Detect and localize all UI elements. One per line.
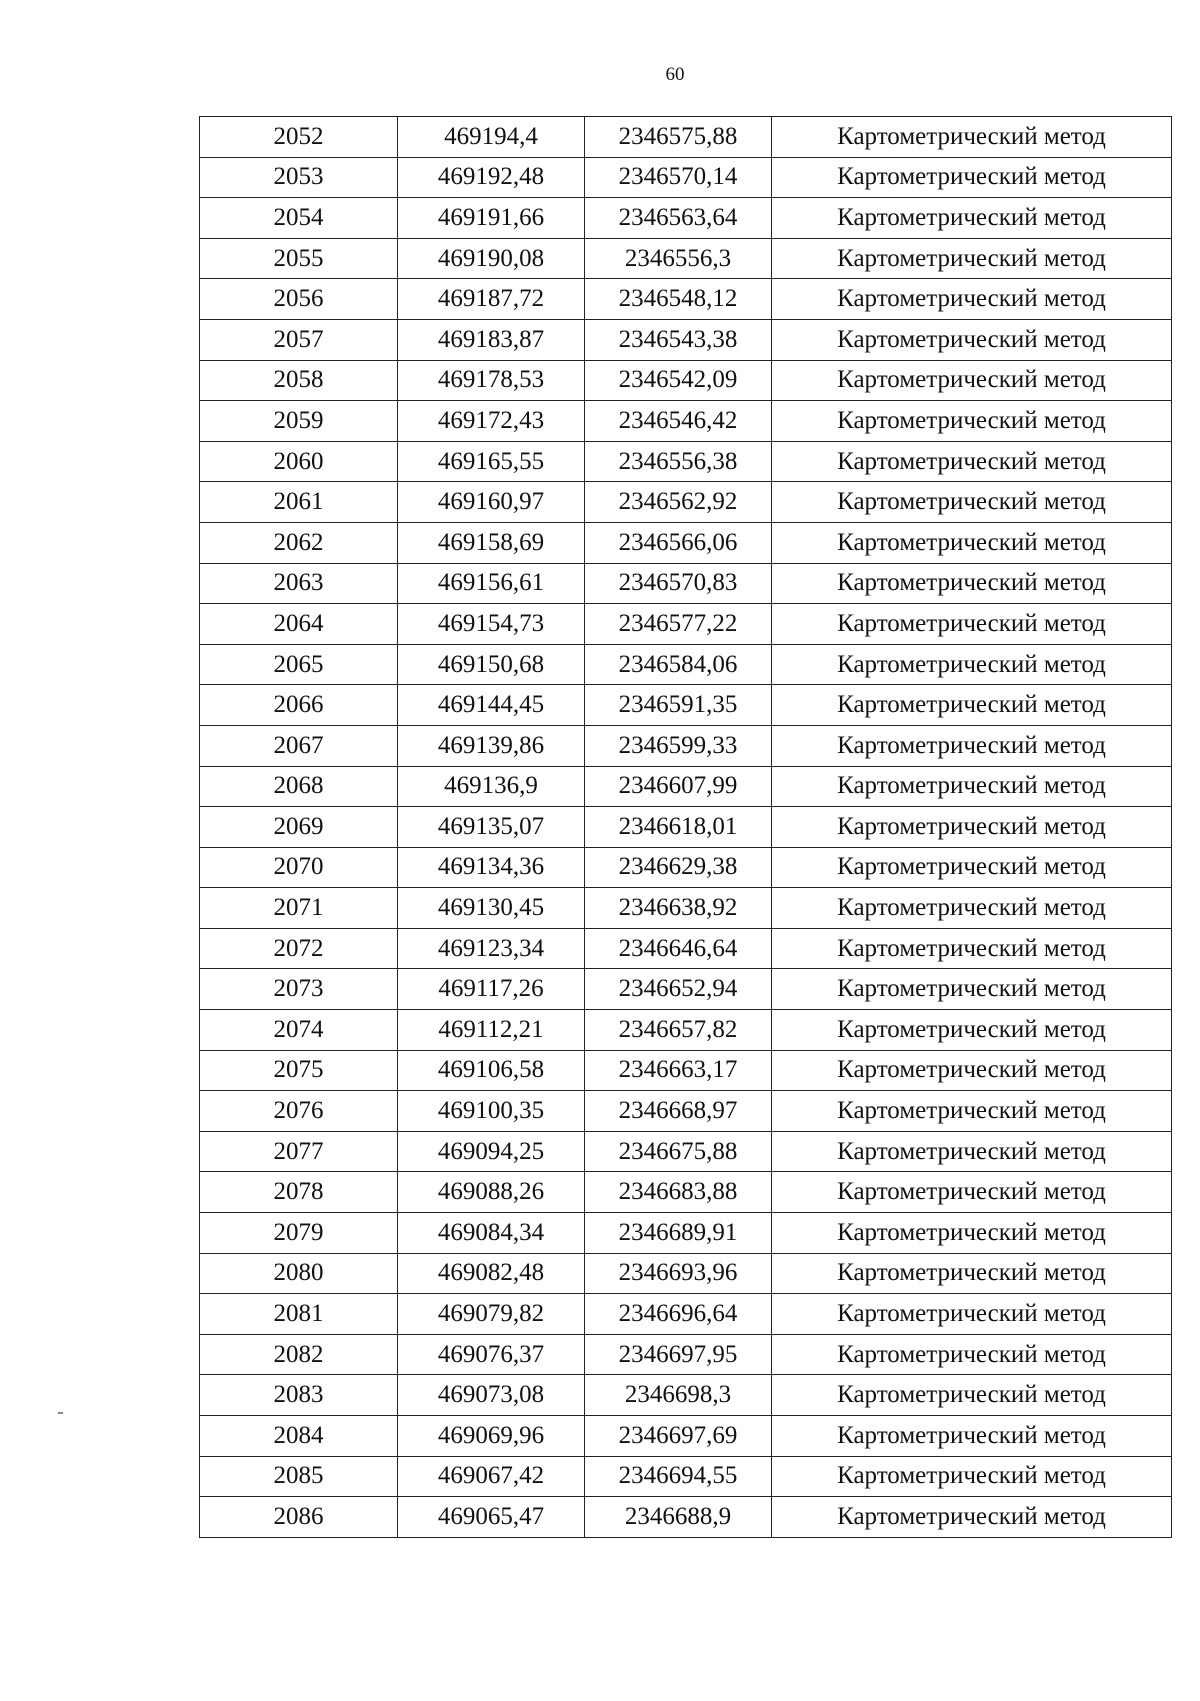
x-coordinate-cell: 469100,35 bbox=[398, 1091, 585, 1132]
method-cell: Картометрический метод bbox=[772, 319, 1172, 360]
table-row bbox=[200, 117, 1172, 158]
method-cell: Картометрический метод bbox=[772, 563, 1172, 604]
point-number-cell: 2075 bbox=[200, 1050, 398, 1091]
table-row bbox=[200, 928, 1172, 969]
point-number-cell: 2069 bbox=[200, 807, 398, 848]
point-number-cell: 2062 bbox=[200, 522, 398, 563]
point-number-cell: 2061 bbox=[200, 482, 398, 523]
y-coordinate-cell: 2346584,06 bbox=[585, 644, 772, 685]
y-coordinate-cell: 2346618,01 bbox=[585, 807, 772, 848]
point-number-cell: 2083 bbox=[200, 1375, 398, 1416]
point-number-cell: 2054 bbox=[200, 198, 398, 239]
method-cell: Картометрический метод bbox=[772, 1010, 1172, 1051]
table-row bbox=[200, 644, 1172, 685]
table-row bbox=[200, 482, 1172, 523]
method-cell: Картометрический метод bbox=[772, 766, 1172, 807]
x-coordinate-cell: 469076,37 bbox=[398, 1334, 585, 1375]
x-coordinate-cell: 469136,9 bbox=[398, 766, 585, 807]
y-coordinate-cell: 2346542,09 bbox=[585, 360, 772, 401]
y-coordinate-cell: 2346562,92 bbox=[585, 482, 772, 523]
method-cell: Картометрический метод bbox=[772, 522, 1172, 563]
method-cell: Картометрический метод bbox=[772, 157, 1172, 198]
y-coordinate-cell: 2346698,3 bbox=[585, 1375, 772, 1416]
x-coordinate-cell: 469154,73 bbox=[398, 604, 585, 645]
method-cell: Картометрический метод bbox=[772, 807, 1172, 848]
x-coordinate-cell: 469088,26 bbox=[398, 1172, 585, 1213]
point-number-cell: 2059 bbox=[200, 401, 398, 442]
x-coordinate-cell: 469165,55 bbox=[398, 441, 585, 482]
x-coordinate-cell: 469079,82 bbox=[398, 1294, 585, 1335]
table-row bbox=[200, 1334, 1172, 1375]
table-row bbox=[200, 969, 1172, 1010]
point-number-cell: 2052 bbox=[200, 117, 398, 158]
y-coordinate-cell: 2346675,88 bbox=[585, 1131, 772, 1172]
method-cell: Картометрический метод bbox=[772, 604, 1172, 645]
table-row bbox=[200, 888, 1172, 929]
method-cell: Картометрический метод bbox=[772, 1294, 1172, 1335]
method-cell: Картометрический метод bbox=[772, 482, 1172, 523]
x-coordinate-cell: 469150,68 bbox=[398, 644, 585, 685]
x-coordinate-cell: 469123,34 bbox=[398, 928, 585, 969]
x-coordinate-cell: 469112,21 bbox=[398, 1010, 585, 1051]
table-row bbox=[200, 1294, 1172, 1335]
table-row bbox=[200, 1010, 1172, 1051]
point-number-cell: 2077 bbox=[200, 1131, 398, 1172]
method-cell: Картометрический метод bbox=[772, 1050, 1172, 1091]
x-coordinate-cell: 469192,48 bbox=[398, 157, 585, 198]
method-cell: Картометрический метод bbox=[772, 644, 1172, 685]
point-number-cell: 2057 bbox=[200, 319, 398, 360]
method-cell: Картометрический метод bbox=[772, 685, 1172, 726]
point-number-cell: 2081 bbox=[200, 1294, 398, 1335]
x-coordinate-cell: 469106,58 bbox=[398, 1050, 585, 1091]
table-row bbox=[200, 401, 1172, 442]
point-number-cell: 2053 bbox=[200, 157, 398, 198]
y-coordinate-cell: 2346657,82 bbox=[585, 1010, 772, 1051]
table-row bbox=[200, 847, 1172, 888]
y-coordinate-cell: 2346591,35 bbox=[585, 685, 772, 726]
y-coordinate-cell: 2346556,38 bbox=[585, 441, 772, 482]
table-row bbox=[200, 441, 1172, 482]
point-number-cell: 2068 bbox=[200, 766, 398, 807]
method-cell: Картометрический метод bbox=[772, 847, 1172, 888]
y-coordinate-cell: 2346696,64 bbox=[585, 1294, 772, 1335]
method-cell: Картометрический метод bbox=[772, 1131, 1172, 1172]
y-coordinate-cell: 2346599,33 bbox=[585, 725, 772, 766]
table-row bbox=[200, 604, 1172, 645]
table-row bbox=[200, 198, 1172, 239]
point-number-cell: 2065 bbox=[200, 644, 398, 685]
table-row bbox=[200, 1253, 1172, 1294]
x-coordinate-cell: 469190,08 bbox=[398, 238, 585, 279]
point-number-cell: 2079 bbox=[200, 1213, 398, 1254]
point-number-cell: 2071 bbox=[200, 888, 398, 929]
y-coordinate-cell: 2346607,99 bbox=[585, 766, 772, 807]
x-coordinate-cell: 469187,72 bbox=[398, 279, 585, 320]
point-number-cell: 2086 bbox=[200, 1497, 398, 1538]
y-coordinate-cell: 2346694,55 bbox=[585, 1456, 772, 1497]
y-coordinate-cell: 2346577,22 bbox=[585, 604, 772, 645]
x-coordinate-cell: 469073,08 bbox=[398, 1375, 585, 1416]
point-number-cell: 2067 bbox=[200, 725, 398, 766]
point-number-cell: 2060 bbox=[200, 441, 398, 482]
y-coordinate-cell: 2346548,12 bbox=[585, 279, 772, 320]
y-coordinate-cell: 2346693,96 bbox=[585, 1253, 772, 1294]
table-body bbox=[200, 117, 1172, 1538]
point-number-cell: 2070 bbox=[200, 847, 398, 888]
table-row bbox=[200, 563, 1172, 604]
table-row bbox=[200, 1375, 1172, 1416]
method-cell: Картометрический метод bbox=[772, 888, 1172, 929]
y-coordinate-cell: 2346570,83 bbox=[585, 563, 772, 604]
table-row bbox=[200, 685, 1172, 726]
x-coordinate-cell: 469194,4 bbox=[398, 117, 585, 158]
y-coordinate-cell: 2346683,88 bbox=[585, 1172, 772, 1213]
y-coordinate-cell: 2346697,95 bbox=[585, 1334, 772, 1375]
method-cell: Картометрический метод bbox=[772, 401, 1172, 442]
x-coordinate-cell: 469135,07 bbox=[398, 807, 585, 848]
scan-speck bbox=[58, 1412, 63, 1414]
method-cell: Картометрический метод bbox=[772, 1497, 1172, 1538]
method-cell: Картометрический метод bbox=[772, 1091, 1172, 1132]
x-coordinate-cell: 469158,69 bbox=[398, 522, 585, 563]
table-row bbox=[200, 807, 1172, 848]
x-coordinate-cell: 469084,34 bbox=[398, 1213, 585, 1254]
point-number-cell: 2085 bbox=[200, 1456, 398, 1497]
table-row bbox=[200, 725, 1172, 766]
y-coordinate-cell: 2346566,06 bbox=[585, 522, 772, 563]
point-number-cell: 2078 bbox=[200, 1172, 398, 1213]
method-cell: Картометрический метод bbox=[772, 1253, 1172, 1294]
method-cell: Картометрический метод bbox=[772, 441, 1172, 482]
x-coordinate-cell: 469160,97 bbox=[398, 482, 585, 523]
x-coordinate-cell: 469134,36 bbox=[398, 847, 585, 888]
method-cell: Картометрический метод bbox=[772, 1416, 1172, 1457]
x-coordinate-cell: 469130,45 bbox=[398, 888, 585, 929]
point-number-cell: 2072 bbox=[200, 928, 398, 969]
y-coordinate-cell: 2346689,91 bbox=[585, 1213, 772, 1254]
point-number-cell: 2084 bbox=[200, 1416, 398, 1457]
y-coordinate-cell: 2346546,42 bbox=[585, 401, 772, 442]
method-cell: Картометрический метод bbox=[772, 969, 1172, 1010]
table-row bbox=[200, 1172, 1172, 1213]
method-cell: Картометрический метод bbox=[772, 928, 1172, 969]
point-number-cell: 2074 bbox=[200, 1010, 398, 1051]
point-number-cell: 2056 bbox=[200, 279, 398, 320]
x-coordinate-cell: 469065,47 bbox=[398, 1497, 585, 1538]
y-coordinate-cell: 2346652,94 bbox=[585, 969, 772, 1010]
method-cell: Картометрический метод bbox=[772, 1334, 1172, 1375]
y-coordinate-cell: 2346570,14 bbox=[585, 157, 772, 198]
table-row bbox=[200, 522, 1172, 563]
table-row bbox=[200, 279, 1172, 320]
table-row bbox=[200, 157, 1172, 198]
table-row bbox=[200, 766, 1172, 807]
x-coordinate-cell: 469144,45 bbox=[398, 685, 585, 726]
method-cell: Картометрический метод bbox=[772, 117, 1172, 158]
method-cell: Картометрический метод bbox=[772, 198, 1172, 239]
table-row bbox=[200, 1091, 1172, 1132]
table-row bbox=[200, 360, 1172, 401]
y-coordinate-cell: 2346688,9 bbox=[585, 1497, 772, 1538]
point-number-cell: 2080 bbox=[200, 1253, 398, 1294]
point-number-cell: 2058 bbox=[200, 360, 398, 401]
y-coordinate-cell: 2346697,69 bbox=[585, 1416, 772, 1457]
x-coordinate-cell: 469139,86 bbox=[398, 725, 585, 766]
x-coordinate-cell: 469172,43 bbox=[398, 401, 585, 442]
x-coordinate-cell: 469183,87 bbox=[398, 319, 585, 360]
point-number-cell: 2055 bbox=[200, 238, 398, 279]
method-cell: Картометрический метод bbox=[772, 238, 1172, 279]
method-cell: Картометрический метод bbox=[772, 1213, 1172, 1254]
method-cell: Картометрический метод bbox=[772, 1375, 1172, 1416]
point-number-cell: 2066 bbox=[200, 685, 398, 726]
y-coordinate-cell: 2346556,3 bbox=[585, 238, 772, 279]
table-row bbox=[200, 1213, 1172, 1254]
point-number-cell: 2064 bbox=[200, 604, 398, 645]
y-coordinate-cell: 2346638,92 bbox=[585, 888, 772, 929]
method-cell: Картометрический метод bbox=[772, 1172, 1172, 1213]
y-coordinate-cell: 2346563,64 bbox=[585, 198, 772, 239]
page-number: 60 bbox=[665, 64, 685, 85]
y-coordinate-cell: 2346663,17 bbox=[585, 1050, 772, 1091]
point-number-cell: 2076 bbox=[200, 1091, 398, 1132]
x-coordinate-cell: 469178,53 bbox=[398, 360, 585, 401]
point-number-cell: 2073 bbox=[200, 969, 398, 1010]
table-row bbox=[200, 319, 1172, 360]
y-coordinate-cell: 2346646,64 bbox=[585, 928, 772, 969]
x-coordinate-cell: 469156,61 bbox=[398, 563, 585, 604]
table-row bbox=[200, 1131, 1172, 1172]
table-row bbox=[200, 1416, 1172, 1457]
y-coordinate-cell: 2346575,88 bbox=[585, 117, 772, 158]
point-number-cell: 2063 bbox=[200, 563, 398, 604]
x-coordinate-cell: 469117,26 bbox=[398, 969, 585, 1010]
table-row bbox=[200, 1456, 1172, 1497]
x-coordinate-cell: 469067,42 bbox=[398, 1456, 585, 1497]
method-cell: Картометрический метод bbox=[772, 279, 1172, 320]
y-coordinate-cell: 2346543,38 bbox=[585, 319, 772, 360]
method-cell: Картометрический метод bbox=[772, 360, 1172, 401]
x-coordinate-cell: 469094,25 bbox=[398, 1131, 585, 1172]
table-row bbox=[200, 1050, 1172, 1091]
point-number-cell: 2082 bbox=[200, 1334, 398, 1375]
x-coordinate-cell: 469191,66 bbox=[398, 198, 585, 239]
x-coordinate-cell: 469069,96 bbox=[398, 1416, 585, 1457]
method-cell: Картометрический метод bbox=[772, 1456, 1172, 1497]
y-coordinate-cell: 2346629,38 bbox=[585, 847, 772, 888]
x-coordinate-cell: 469082,48 bbox=[398, 1253, 585, 1294]
method-cell: Картометрический метод bbox=[772, 725, 1172, 766]
coordinates-table bbox=[199, 116, 1172, 1538]
table-row bbox=[200, 1497, 1172, 1538]
table-row bbox=[200, 238, 1172, 279]
coordinates-table-container bbox=[199, 116, 1171, 1538]
y-coordinate-cell: 2346668,97 bbox=[585, 1091, 772, 1132]
